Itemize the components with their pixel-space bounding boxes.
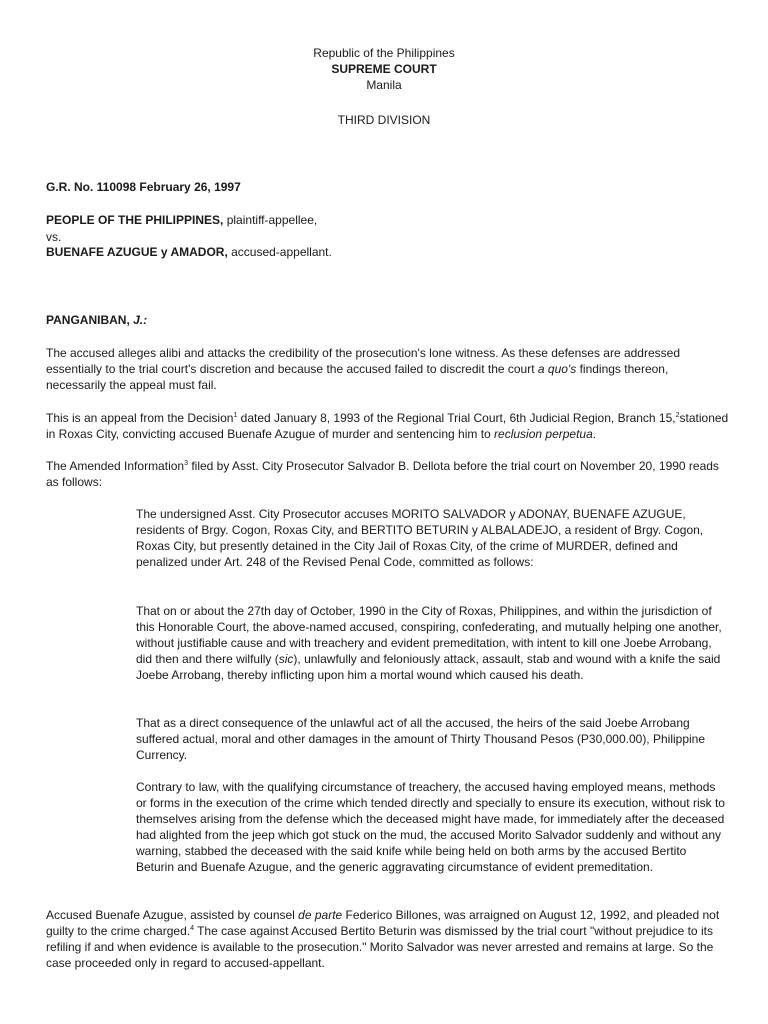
footnote-marker[interactable]: 1 <box>233 412 238 419</box>
footnote-marker[interactable]: 2 <box>675 412 680 419</box>
ponente-name: PANGANIBAN, <box>46 313 134 327</box>
footnote-marker[interactable]: 4 <box>190 925 194 932</box>
text-span: This is an appeal from the Decision <box>46 411 234 425</box>
italic-span: sic <box>278 652 294 666</box>
paragraph-arraignment <box>46 907 730 971</box>
italic-span: a quo's <box>537 362 577 376</box>
quote-facts <box>136 603 726 683</box>
text-span: The Amended Information <box>46 459 185 473</box>
party-appellant-name: BUENAFE AZUGUE y AMADOR, <box>46 245 228 259</box>
court-heading: SUPREME COURT <box>331 62 437 76</box>
paragraph-appeal <box>46 410 730 442</box>
text-span: . <box>592 427 597 441</box>
party-appellant-role: accused-appellant. <box>227 245 332 259</box>
text-span: The case against Accused Bertito Beturin was dismissed by the trial court "without prejudice to its refiling if and when evidence is available to the prosecution." Morito Salvador was never arrested and remains at large. So the case proceeded only in regard to accused-appellant. <box>46 924 714 970</box>
republic-heading: Republic of the Philippines <box>313 46 455 60</box>
text-span: dated January 8, 1993 of the Regional Trial Court, 6th Judicial Region, Branch 15, <box>237 411 676 425</box>
paragraph-intro <box>46 345 730 393</box>
footnote-marker[interactable]: 3 <box>184 460 188 467</box>
party-appellee <box>46 212 730 228</box>
quote-accusation: The undersigned Asst. City Prosecutor accuses MORITO SALVADOR y ADONAY, BUENAFE AZUGUE, residents of Brgy. Cogon, Roxas City, and BERTITO BETURIN y ALBALADEJO, a resident of Brgy. Cogon, Roxas City, but presently detained in the City Jail of Roxas City, of the crime of MURDER, defined and penalized under Art. 248 of the Revised Penal Code, committed as follows: <box>136 507 704 569</box>
text-span: The accused alleges alibi and attacks the credibility of the prosecution's lone witness. As these defenses are addressed essentially to the trial court's discretion and because the accused failed to discredit the court <box>46 346 680 376</box>
versus-label: vs. <box>46 230 62 244</box>
party-appellee-name: PEOPLE OF THE PHILIPPINES, <box>46 213 224 227</box>
text-span: stationed in Roxas City, convicting accused Buenafe Azugue of murder and sentencing him to <box>46 411 729 441</box>
text-span: findings thereon, necessarily the appeal must fail. <box>46 362 669 392</box>
party-appellant <box>46 244 730 260</box>
gr-number: G.R. No. 110098 February 26, 1997 <box>46 180 241 194</box>
italic-span: de parte <box>298 908 343 922</box>
party-appellee-role: plaintiff-appellee, <box>223 213 318 227</box>
text-span: That on or about the 27th day of October, 1990 in the City of Roxas, Philippines, and within the jurisdiction of this Honorable Court, the above-named accused, conspiring, confederating, and mutually helping one another, without justifiable cause and with treachery and evident premeditation, with intent to kill one Joebe Arrobang, did then and there wilfully ( <box>136 604 722 666</box>
city-heading: Manila <box>366 78 402 92</box>
italic-span: reclusion perpetua <box>494 427 593 441</box>
division-heading: THIRD DIVISION <box>337 113 431 127</box>
quote-damages: That as a direct consequence of the unlawful act of all the accused, the heirs of the said Joebe Arrobang suffered actual, moral and other damages in the amount of Thirty Thousand Pesos (P30,000.00), Philippine Currency. <box>136 716 706 762</box>
ponente-line <box>46 312 730 328</box>
text-span: Federico Billones, was arraigned on August 12, 1992, and pleaded not guilty to the crime charged. <box>46 908 720 938</box>
ponente-title: J.: <box>133 313 148 327</box>
quote-circumstances: Contrary to law, with the qualifying circumstance of treachery, the accused having employed means, methods or forms in the execution of the crime which tended directly and specially to ensure its execution, without risk to themselves arising from the defense which the deceased might have made, for immediately after the deceased had alighted from the jeep which got stuck on the mud, the accused Morito Salvador suddenly and without any warning, stabbed the deceased with the said knife while being held on both arms by the accused Bertito Beturin and Buenafe Azugue, and the generic aggravating circumstance of evident premeditation. <box>136 780 725 874</box>
paragraph-information <box>46 458 730 490</box>
text-span: Accused Buenafe Azugue, assisted by counsel <box>46 908 299 922</box>
text-span: ), unlawfully and feloniously attack, assault, stab and wound with a knife the said Joebe Arrobang, thereby inflicting upon him a mortal wound which caused his death. <box>136 652 721 682</box>
text-span: filed by Asst. City Prosecutor Salvador B. Dellota before the trial court on November 20, 1990 reads as follows: <box>46 459 719 489</box>
